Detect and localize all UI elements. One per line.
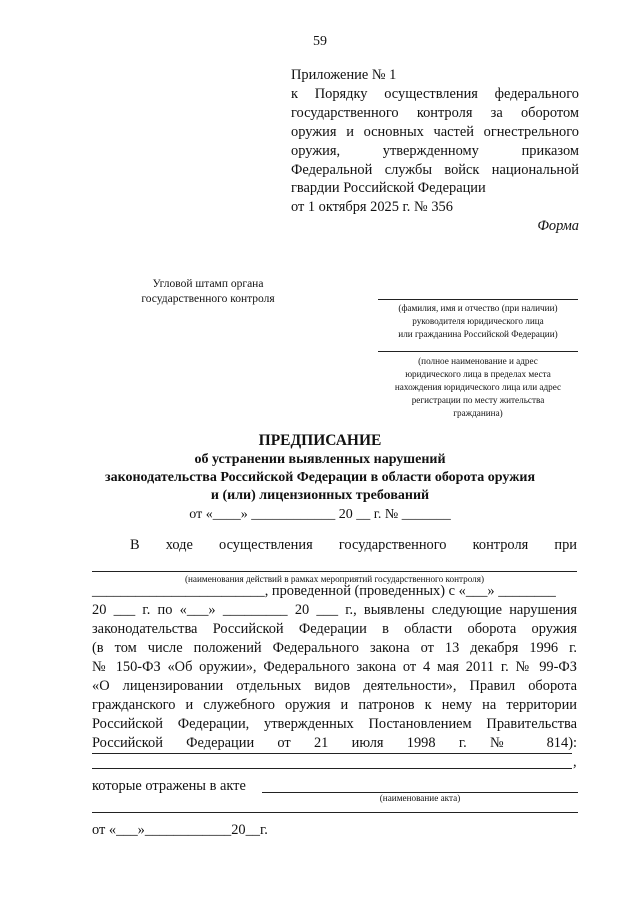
act-line-label: которые отражены в акте xyxy=(92,778,246,794)
addressee-caption-1c: или гражданина Российской Федерации) xyxy=(398,329,558,339)
addressee-caption-2a: (полное наименование и адрес xyxy=(418,356,538,366)
appendix-line-4: оружия, утвержденному приказом xyxy=(291,143,579,159)
body-line-10: Российской Федерации от 21 июля 1998 г. № 814): xyxy=(92,735,577,751)
body-line-3: 20 ___ г. по «___» _________ 20 ___ г., выявлены следующие нарушения xyxy=(92,602,577,618)
addressee-caption-2b: юридического лица в пределах места xyxy=(405,369,551,379)
heading-line-3: и (или) лицензионных требований xyxy=(210,488,430,503)
addressee-address-line xyxy=(378,351,578,352)
body-line-8: гражданского и служебного оружия и патронов к нему на территории xyxy=(92,697,577,713)
heading-line-2: законодательства Российской Федерации в области оборота оружия xyxy=(104,470,536,485)
page-number: 59 xyxy=(313,34,327,49)
body-line-2: ________________________, проведенной (проведенных) с «___» ________ xyxy=(92,583,556,599)
heading-date-line: от «____» ____________ 20 __ г. № _______ xyxy=(189,507,451,522)
appendix-title: Приложение № 1 xyxy=(291,67,397,83)
addressee-caption-2d: регистрации по месту жительства xyxy=(411,395,545,405)
footer-date-line: от «___»____________20__г. xyxy=(92,822,268,838)
form-label: Форма xyxy=(537,218,579,234)
actions-caption: (наименования действий в рамках мероприятий государственного контроля) xyxy=(184,574,485,584)
addressee-caption-2c: нахождения юридического лица или адрес xyxy=(394,382,562,392)
violations-comma: , xyxy=(573,754,577,770)
addressee-caption-1a: (фамилия, имя и отчество (при наличии) xyxy=(398,303,558,313)
stamp-line-1: Угловой штамп органа xyxy=(152,278,264,290)
body-line-5: (в том числе положений Федерального закона от 13 декабря 1996 г. xyxy=(92,640,577,656)
violations-line-2 xyxy=(92,768,572,769)
appendix-line-5: Федеральной службы войск национальной xyxy=(291,162,579,178)
stamp-line-2: государственного контроля xyxy=(141,293,275,305)
body-line-7: «О лицензировании отдельных видов деятельности», Правил оборота xyxy=(92,678,577,694)
addressee-name-line xyxy=(378,299,578,300)
act-caption: (наименование акта) xyxy=(379,793,461,803)
appendix-line-1: к Порядку осуществления федерального xyxy=(291,86,579,102)
heading-line-1: об устранении выявленных нарушений xyxy=(194,452,446,467)
appendix-line-2: государственного контроля за оборотом xyxy=(291,105,579,121)
body-line-1: В ходе осуществления государственного контроля при xyxy=(130,537,577,553)
appendix-date: от 1 октября 2025 г. № 356 xyxy=(291,199,453,215)
body-line-4: законодательства Российской Федерации в области оборота оружия xyxy=(92,621,577,637)
body-line-6: № 150-ФЗ «Об оружии», Федерального закона от 4 мая 2011 г. № 99-ФЗ xyxy=(92,659,577,675)
addressee-caption-1b: руководителя юридического лица xyxy=(412,316,544,326)
appendix-line-3: оружия и основных частей огнестрельного xyxy=(291,124,579,140)
document-title: ПРЕДПИСАНИЕ xyxy=(258,432,382,449)
body-line-9: Российской Федерации, утвержденных Постановлением Правительства xyxy=(92,716,577,732)
act-extra-line xyxy=(92,812,578,813)
actions-field-line xyxy=(92,571,577,572)
violations-line-1 xyxy=(92,753,572,754)
addressee-caption-2e: гражданина) xyxy=(453,408,503,418)
appendix-line-6: гвардии Российской Федерации xyxy=(291,180,486,196)
